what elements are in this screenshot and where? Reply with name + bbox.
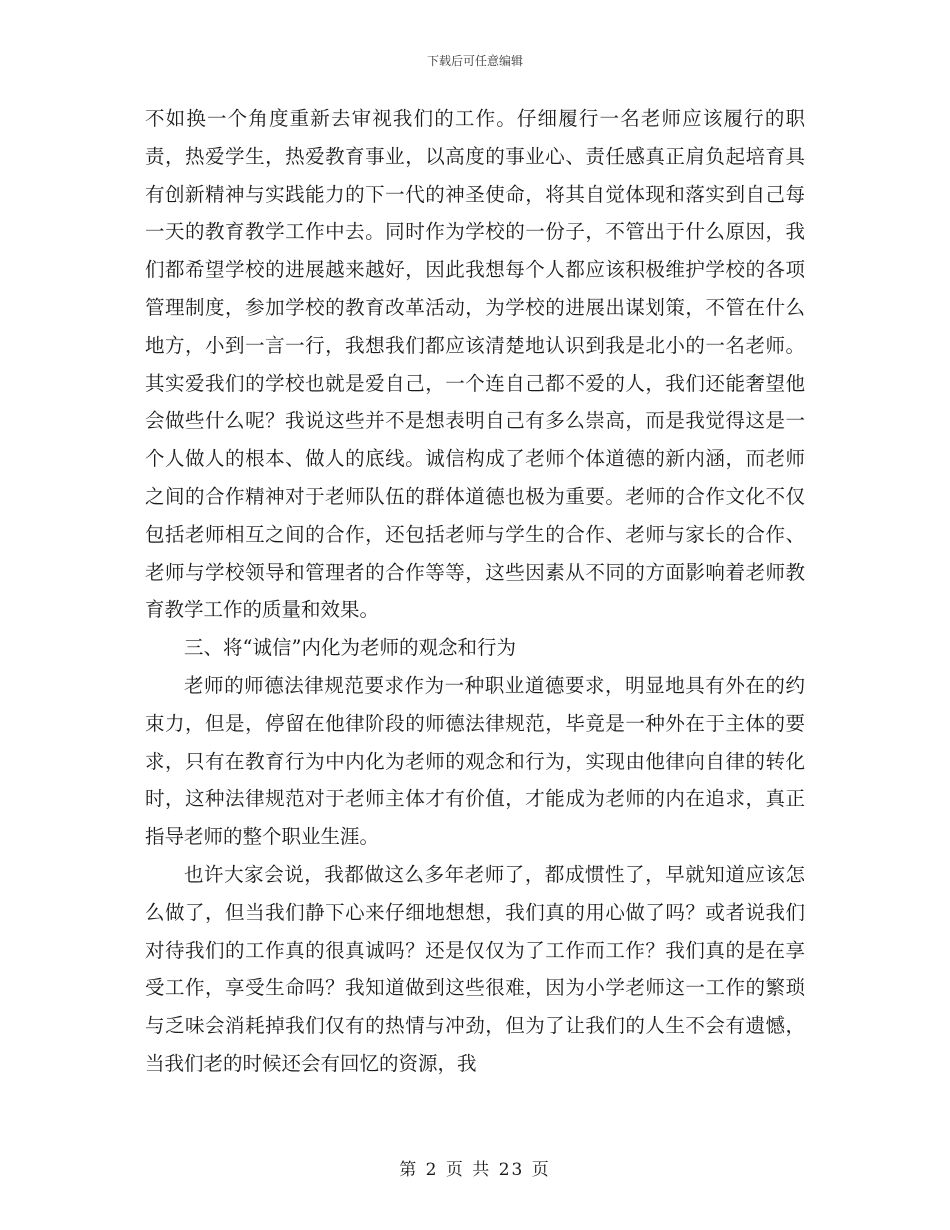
body-paragraph-3: 也许大家会说，我都做这么多年老师了，都成惯性了，早就知道应该怎么做了，但当我们静下心来仔细地想想，我们真的用心做了吗？或者说我们对待我们的工作真的很真诚吗？还是仅仅为了工作而工作？我们真的是在享受工作，享受生命吗？我知道做到这些很难，因为小学老师这一工作的繁琐与乏味会消耗掉我们仅有的热情与冲劲，但为了让我们的人生不会有遗憾，当我们老的时候还会有回忆的资源，我 [145, 862, 805, 1075]
page-header-note: 下载后可任意编辑 [426, 54, 523, 68]
section-heading-3: 三、将“诚信”内化为老师的观念和行为 [184, 636, 516, 660]
page-number-footer: 第 2 页 共 23 页 [399, 1160, 551, 1180]
document-body [145, 100, 805, 1083]
body-paragraph-1: 不如换一个角度重新去审视我们的工作。仔细履行一名老师应该履行的职责，热爱学生，热爱教育事业，以高度的事业心、责任感真正肩负起培育具有创新精神与实践能力的下一代的神圣使命，将其自觉体现和落实到自己每一天的教育教学工作中去。同时作为学校的一份子，不管出于什么原因，我们都希望学校的进展越来越好，因此我想每个人都应该积极维护学校的各项管理制度，参加学校的教育改革活动，为学校的进展出谋划策，不管在什么地方，小到一言一行，我想我们都应该清楚地认识到我是北小的一名老师。其实爱我们的学校也就是爱自己，一个连自己都不爱的人，我们还能奢望他会做些什么呢？我说这些并不是想表明自己有多么崇高，而是我觉得这是一个人做人的根本、做人的底线。诚信构成了老师个体道德的新内涵，而老师之间的合作精神对于老师队伍的群体道德也极为重要。老师的合作文化不仅包括老师相互之间的合作，还包括老师与学生的合作、老师与家长的合作、老师与学校领导和管理者的合作等等，这些因素从不同的方面影响着老师教育教学工作的质量和效果。 [145, 107, 805, 622]
body-paragraph-2: 老师的师德法律规范要求作为一种职业道德要求，明显地具有外在的约束力，但是，停留在他律阶段的师德法律规范，毕竟是一种外在于主体的要求，只有在教育行为中内化为老师的观念和行为，实现由他律向自律的转化时，这种法律规范对于老师主体才有价值，才能成为老师的内在追求，真正指导老师的整个职业生涯。 [145, 673, 805, 849]
